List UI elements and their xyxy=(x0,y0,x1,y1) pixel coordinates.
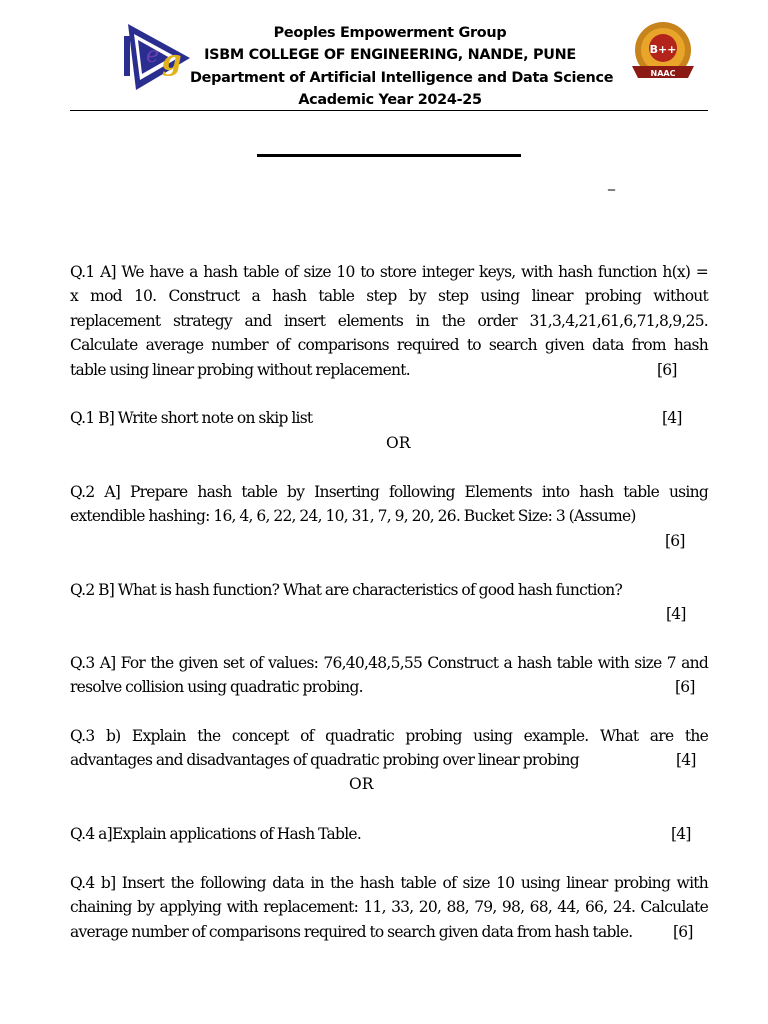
or-separator: OR xyxy=(386,434,411,452)
question-line: Q.2 A] Prepare hash table by Inserting following Elements into hash table using xyxy=(70,483,708,501)
marks-label: [4] xyxy=(662,409,682,427)
question-line: Q.4 b] Insert the following data in the hash table of size 10 using linear probing with xyxy=(70,874,708,892)
question-line: Calculate average number of comparisons required to search given data from hash xyxy=(70,336,708,355)
question-2a xyxy=(70,480,708,550)
marks-label: [6] xyxy=(673,922,693,941)
org-name: Peoples Empowerment Group xyxy=(273,25,507,41)
marks-label: [4] xyxy=(671,825,691,843)
question-1b xyxy=(70,406,708,430)
question-line: Q.3 b) Explain the concept of quadratic probing using example. What are the xyxy=(70,727,708,745)
or-separator: OR xyxy=(349,775,374,793)
college-logo xyxy=(120,22,194,92)
question-1a xyxy=(70,260,708,382)
question-line: chaining by applying with replacement: 11, 33, 20, 88, 79, 98, 68, 44, 66, 24. Calculate xyxy=(70,898,708,917)
letterhead-text xyxy=(190,22,614,111)
svg-text:e: e xyxy=(146,43,160,68)
marks-label: [6] xyxy=(657,360,677,379)
department-name: Department of Artificial Intelligence and Data Science xyxy=(190,69,614,86)
question-line: Q.2 B] What is hash function? What are characteristics of good hash function? xyxy=(70,581,623,599)
marks-label: [6] xyxy=(665,531,685,550)
title-underline xyxy=(257,154,521,157)
question-4a xyxy=(70,822,708,846)
marks-label: [4] xyxy=(676,751,696,770)
question-3a xyxy=(70,651,708,700)
naac-badge xyxy=(628,18,698,90)
question-3b xyxy=(70,724,708,773)
marks-label: [6] xyxy=(675,678,695,697)
question-line: Q.1 A] We have a hash table of size 10 to store integer keys, with hash function h(x) = xyxy=(70,263,708,281)
header-rule xyxy=(70,110,708,111)
question-line: average number of comparisons required to search given data from hash table. xyxy=(70,922,633,941)
stray-dash: _ xyxy=(608,175,615,191)
question-2b xyxy=(70,578,708,624)
question-line: extendible hashing: 16, 4, 6, 22, 24, 10, 31, 7, 9, 20, 26. Bucket Size: 3 (Assume) xyxy=(70,507,636,526)
question-4b xyxy=(70,871,708,944)
question-line: Q.1 B] Write short note on skip list xyxy=(70,409,313,427)
question-line: advantages and disadvantages of quadratic probing over linear probing xyxy=(70,751,579,770)
question-line: replacement strategy and insert elements in the order 31,3,4,21,61,6,71,8,9,25. xyxy=(70,311,708,330)
naac-grade: B++ xyxy=(649,43,677,56)
marks-label: [4] xyxy=(666,605,686,624)
question-line: resolve collision using quadratic probing. xyxy=(70,678,363,697)
question-line: table using linear probing without replacement. xyxy=(70,360,410,379)
question-line: Q.4 a]Explain applications of Hash Table. xyxy=(70,825,362,843)
naac-label: NAAC xyxy=(650,69,676,78)
college-name: ISBM COLLEGE OF ENGINEERING, NANDE, PUNE xyxy=(204,47,576,64)
question-line: x mod 10. Construct a hash table step by step using linear probing without xyxy=(70,287,708,306)
academic-year: Academic Year 2024-25 xyxy=(298,91,482,108)
svg-text:g: g xyxy=(162,44,182,77)
letterhead xyxy=(70,18,708,111)
question-line: Q.3 A] For the given set of values: 76,40,48,5,55 Construct a hash table with size 7 and xyxy=(70,654,708,672)
